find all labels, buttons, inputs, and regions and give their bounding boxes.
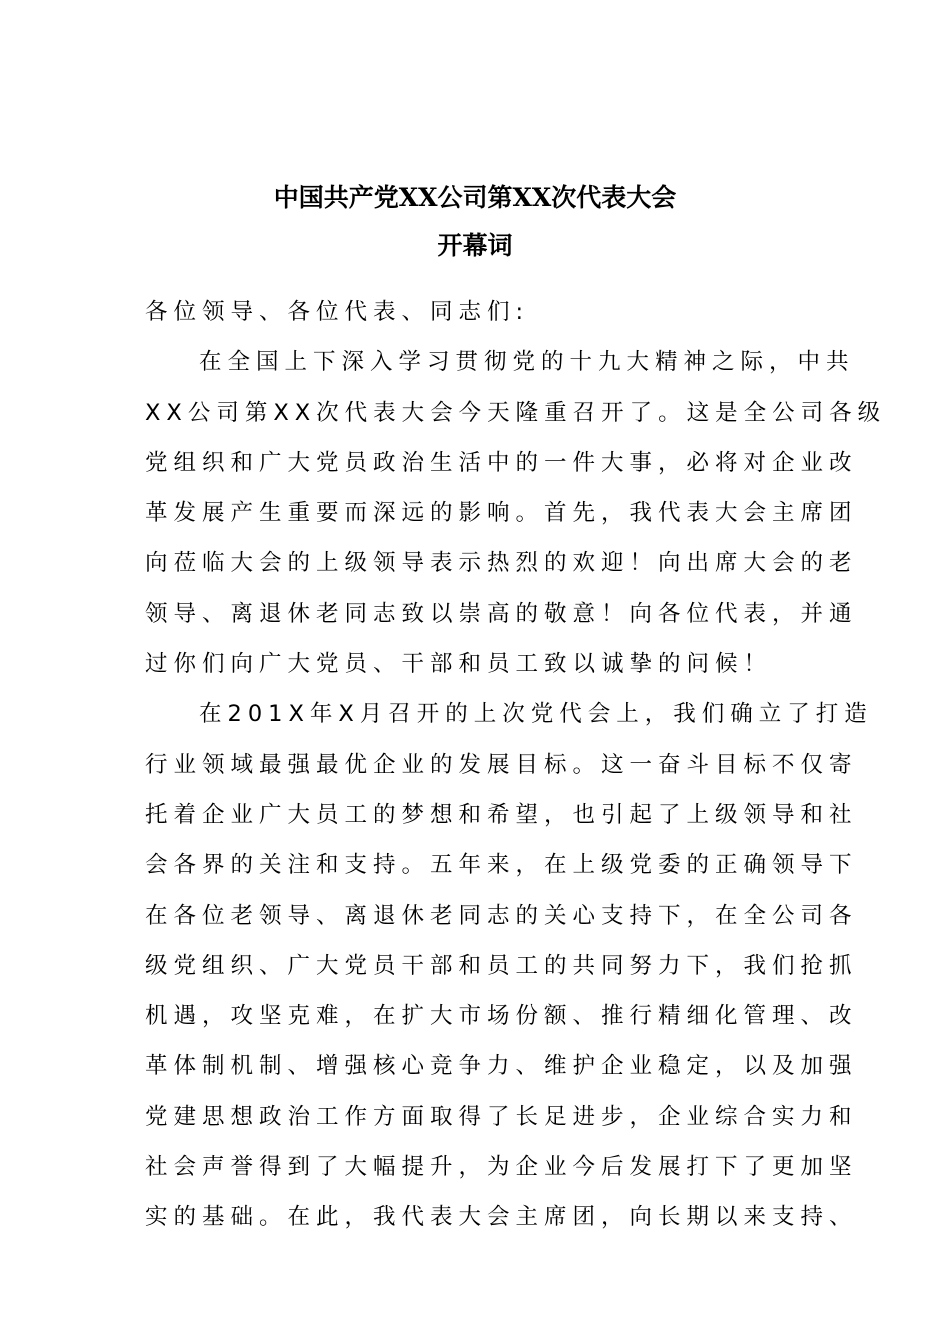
document-body <box>145 287 887 1243</box>
paragraph-line: 社会声誉得到了大幅提升，为企业今后发展打下了更加坚 <box>145 1154 858 1181</box>
paragraph-line: 向莅临大会的上级领导表示热烈的欢迎！向出席大会的老 <box>145 550 858 577</box>
paragraph-line: 革发展产生重要而深远的影响。首先，我代表大会主席团 <box>145 500 858 527</box>
paragraph-line: 党组织和广大党员政治生活中的一件大事，必将对企业改 <box>145 449 858 476</box>
paragraph-line: 行业领域最强最优企业的发展目标。这一奋斗目标不仅寄 <box>145 751 858 778</box>
paragraph-line: 会各界的关注和支持。五年来，在上级党委的正确领导下 <box>145 852 858 879</box>
paragraph-line: 在各位老领导、离退休老同志的关心支持下，在全公司各 <box>145 902 858 929</box>
paragraph-line: 级党组织、广大党员干部和员工的共同努力下，我们抢抓 <box>145 952 858 979</box>
salutation: 各位领导、各位代表、同志们: <box>145 299 530 325</box>
paragraph-line: XX公司第XX次代表大会今天隆重召开了。这是全公司各级 <box>145 399 887 426</box>
paragraph-line: 过你们向广大党员、干部和员工致以诚挚的问候！ <box>145 651 773 678</box>
paragraph-line: 领导、离退休老同志致以崇高的敬意！向各位代表，并通 <box>145 600 858 627</box>
paragraph-line: 机遇，攻坚克难，在扩大市场份额、推行精细化管理、改 <box>145 1003 858 1030</box>
paragraph-line: 实的基础。在此，我代表大会主席团，向长期以来支持、 <box>145 1204 858 1231</box>
paragraph-line: 托着企业广大员工的梦想和希望，也引起了上级领导和社 <box>145 801 858 828</box>
document-title: 中国共产党XX公司第XX次代表大会 <box>273 183 677 212</box>
paragraph-2 <box>145 689 873 1242</box>
paragraph-line: 革体制机制、增强核心竞争力、维护企业稳定，以及加强 <box>145 1053 858 1080</box>
document-subtitle: 开幕词 <box>437 231 513 260</box>
paragraph-line: 党建思想政治工作方面取得了长足进步，企业综合实力和 <box>145 1103 858 1130</box>
paragraph-line: 在全国上下深入学习贯彻党的十九大精神之际，中共 <box>199 349 855 376</box>
paragraph-line: 在201X年X月召开的上次党代会上，我们确立了打造 <box>199 701 873 728</box>
paragraph-1 <box>145 337 887 689</box>
